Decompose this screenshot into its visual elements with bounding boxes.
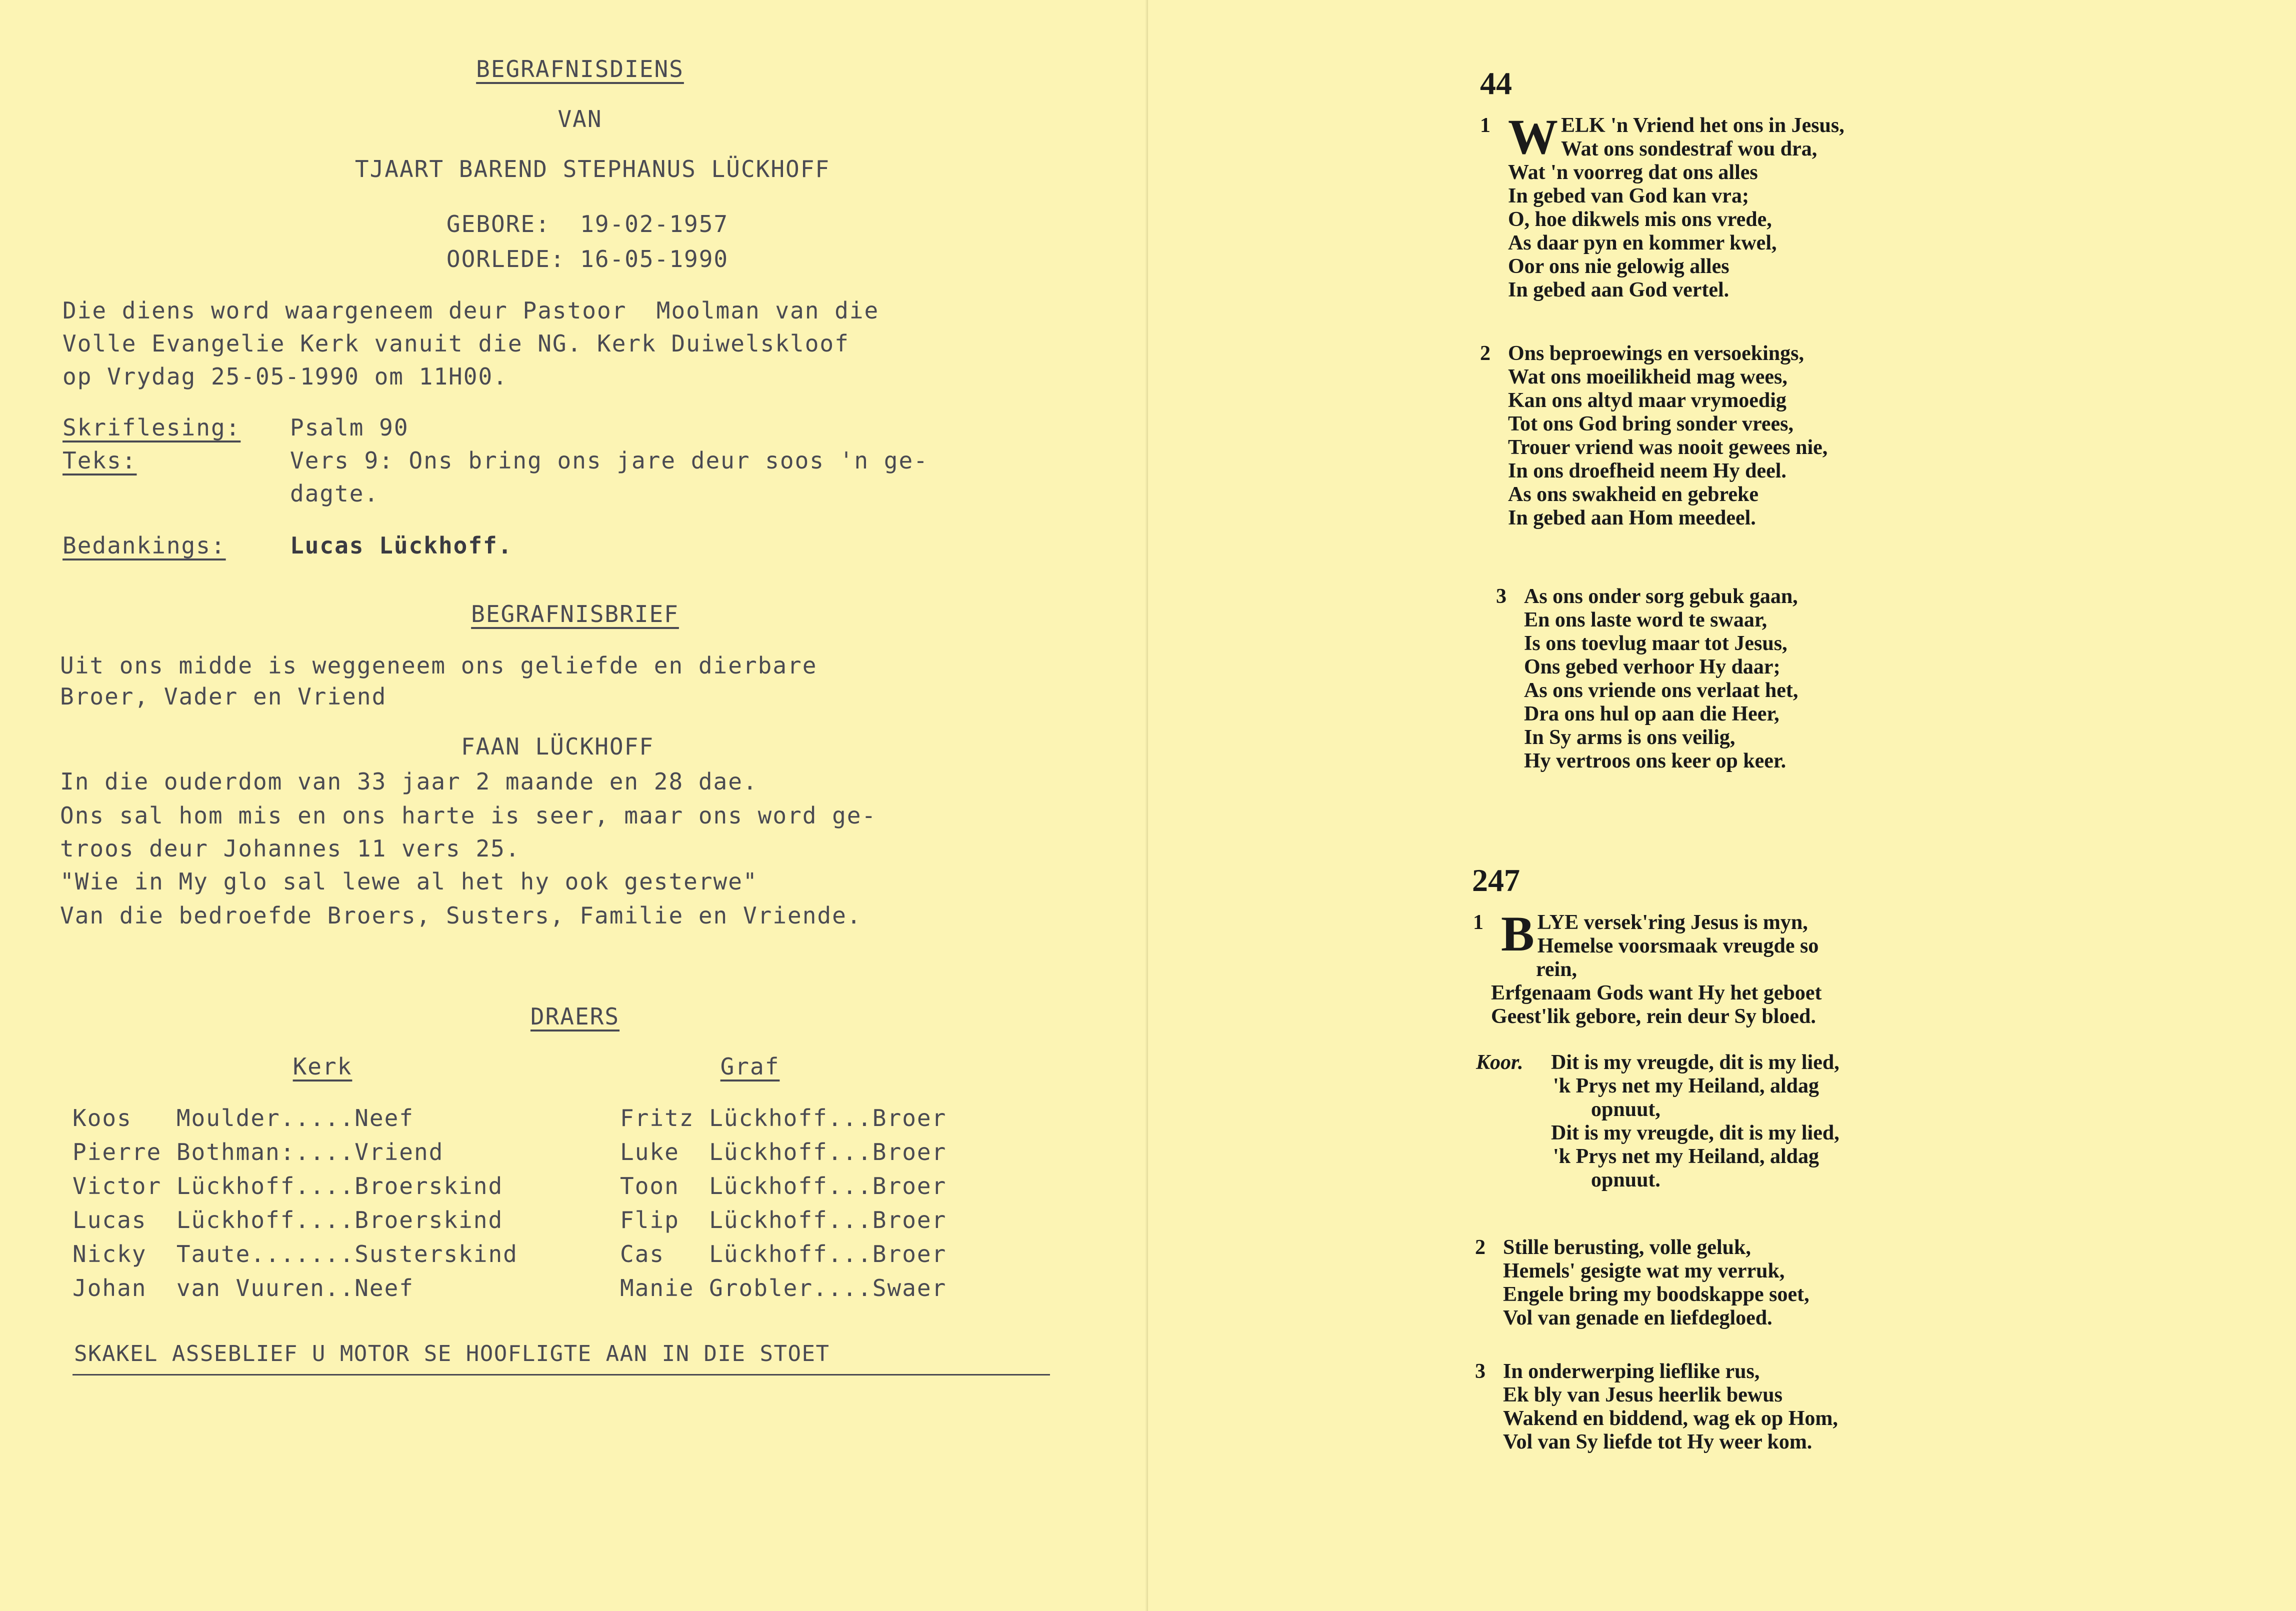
list-item: Nicky Taute.......Susterskind: [72, 1240, 518, 1268]
van-label: VAN: [558, 106, 602, 132]
verse-line: Tot ons God bring sonder vrees,: [1508, 412, 1794, 436]
headlights-notice: SKAKEL ASSEBLIEF U MOTOR SE HOOFLIGTE AAN IN DIE STOET: [74, 1341, 830, 1366]
hymn-247-verse-3: [1475, 1360, 1855, 1454]
verse-line: En ons laste word te swaar,: [1524, 608, 1768, 632]
deceased-name: TJAART BAREND STEPHANUS LÜCKHOFF: [354, 156, 830, 182]
verse-line: In onderwerping lieflike rus,: [1503, 1360, 1760, 1383]
graf-bearers-list: [620, 1101, 946, 1305]
bearers-title: DRAERS: [530, 1003, 620, 1030]
verse-line: As daar pyn en kommer kwel,: [1508, 232, 1777, 254]
verse-line: Ek bly van Jesus heerlik bewus: [1503, 1384, 1782, 1406]
letter-name: FAAN LÜCKHOFF: [460, 733, 654, 760]
hymn-247-verse-1: [1473, 906, 1853, 1028]
verse-line: rein,: [1536, 958, 1578, 981]
letter-title: BEGRAFNISBRIEF: [471, 600, 679, 628]
verse-number: 1: [1480, 114, 1490, 137]
list-item: Cas Lückhoff...Broer: [620, 1240, 947, 1268]
list-item: Lucas Lückhoff....Broerskind: [72, 1206, 504, 1234]
verse-line: Ons gebed verhoor Hy daar;: [1524, 656, 1780, 678]
service-line: Die diens word waargeneem deur Pastoor Moolman van die: [62, 297, 880, 324]
verse-line: Trouer vriend was nooit gewees nie,: [1508, 436, 1828, 459]
thanks-label: Bedankings:: [62, 532, 226, 559]
reading-value: Psalm 90: [290, 414, 409, 441]
footer-rule: [72, 1374, 1050, 1376]
verse-line: Oor ons nie gelowig alles: [1508, 255, 1730, 278]
verse-line: 'k Prys net my Heiland, aldag: [1553, 1074, 1820, 1098]
list-item: Pierre Bothman:....Vriend: [72, 1138, 444, 1166]
hymn-247-chorus: [1476, 1051, 1856, 1192]
death-date: OORLEDE: 16-05-1990: [446, 246, 729, 272]
verse-line: Erfgenaam Gods want Hy het geboet: [1491, 982, 1822, 1004]
letter-line: "Wie in My glo sal lewe al het hy ook gesterwe": [60, 868, 758, 895]
verse-line: Ons beproewings en versoekings,: [1508, 342, 1804, 365]
birth-date: GEBORE: 19-02-1957: [446, 210, 729, 238]
verse-line: Stille berusting, volle geluk,: [1503, 1236, 1751, 1259]
kerk-bearers-list: [72, 1101, 518, 1305]
letter-line: Broer, Vader en Vriend: [60, 683, 387, 710]
graf-heading: Graf: [720, 1053, 780, 1080]
hymn-44-verse-2: [1480, 342, 1830, 530]
verse-line: In Sy arms is ons veilig,: [1524, 726, 1736, 749]
verse-line: In gebed aan Hom meedeel.: [1508, 506, 1756, 530]
hymn-number: 247: [1472, 862, 1520, 898]
list-item: Fritz Lückhoff...Broer: [620, 1104, 947, 1132]
letter-line: In die ouderdom van 33 jaar 2 maande en 28 dae.: [60, 768, 758, 795]
verse-line: ELK 'n Vriend het ons in Jesus,: [1561, 114, 1844, 137]
verse-line: Hemelse voorsmaak vreugde so: [1537, 934, 1819, 958]
verse-line: Wat ons moeilikheid mag wees,: [1508, 366, 1788, 388]
verse-line: Wat ons sondestraf wou dra,: [1561, 138, 1818, 160]
list-item: Toon Lückhoff...Broer: [620, 1172, 947, 1200]
verse-line: Wakend en biddend, wag ek op Hom,: [1503, 1407, 1838, 1430]
verse-line: As ons vriende ons verlaat het,: [1524, 679, 1798, 702]
hymn-44-verse-1: [1480, 109, 1844, 302]
verse-line: Hemels' gesigte wat my verruk,: [1503, 1260, 1785, 1282]
text-value-cont: dagte.: [290, 480, 380, 507]
hymn-number: 44: [1480, 66, 1512, 101]
text-label: Teks:: [62, 447, 137, 474]
verse-line: opnuut,: [1591, 1098, 1660, 1121]
list-item: Johan van Vuuren..Neef: [72, 1274, 414, 1302]
verse-line: Wat 'n voorreg dat ons alles: [1508, 161, 1758, 184]
service-title: BEGRAFNISDIENS: [476, 56, 684, 82]
verse-line: In gebed van God kan vra;: [1508, 184, 1749, 208]
verse-line: Geest'lik gebore, rein deur Sy bloed.: [1491, 1005, 1816, 1028]
letter-line: Ons sal hom mis en ons harte is seer, maar ons word ge-: [60, 802, 877, 829]
reading-label: Skriflesing:: [62, 414, 241, 441]
list-item: Victor Lückhoff....Broerskind: [72, 1172, 504, 1200]
hymn-44-verse-3: [1496, 585, 1846, 773]
verse-line: Dit is my vreugde, dit is my lied,: [1551, 1122, 1840, 1144]
verse-number: 2: [1475, 1236, 1486, 1259]
list-item: Koos Moulder.....Neef: [72, 1104, 414, 1132]
verse-line: Vol van genade en liefdegloed.: [1503, 1306, 1772, 1330]
service-line: op Vrydag 25-05-1990 om 11H00.: [62, 363, 508, 390]
verse-line: Kan ons altyd maar vrymoedig: [1508, 389, 1786, 412]
list-item: Manie Grobler....Swaer: [620, 1274, 947, 1302]
drop-cap: B: [1501, 906, 1534, 962]
verse-line: Dra ons hul op aan die Heer,: [1524, 702, 1780, 726]
right-page: [1148, 0, 2296, 1611]
verse-number: 2: [1480, 342, 1490, 365]
drop-cap: W: [1508, 109, 1558, 164]
service-line: Volle Evangelie Kerk vanuit die NG. Kerk Duiwelskloof: [62, 330, 850, 357]
letter-line: troos deur Johannes 11 vers 25.: [60, 835, 520, 862]
letter-line: Uit ons midde is weggeneem ons geliefde en dierbare: [60, 652, 818, 679]
verse-line: Engele bring my boodskappe soet,: [1503, 1283, 1810, 1306]
verse-number: 3: [1475, 1360, 1486, 1383]
verse-number: 3: [1496, 585, 1506, 608]
verse-line: LYE versek'ring Jesus is myn,: [1537, 911, 1808, 934]
hymn-247-verse-2: [1475, 1236, 1855, 1330]
verse-line: Hy vertroos ons keer op keer.: [1524, 750, 1786, 772]
list-item: Flip Lückhoff...Broer: [620, 1206, 947, 1234]
verse-line: In ons droefheid neem Hy deel.: [1508, 460, 1786, 482]
verse-number: 1: [1473, 911, 1484, 934]
verse-line: In gebed aan God vertel.: [1508, 278, 1730, 302]
verse-line: As ons onder sorg gebuk gaan,: [1524, 585, 1798, 608]
kerk-heading: Kerk: [292, 1053, 352, 1080]
verse-line: As ons swakheid en gebreke: [1508, 483, 1758, 506]
verse-line: Dit is my vreugde, dit is my lied,: [1551, 1051, 1840, 1074]
chorus-label: Koor.: [1476, 1051, 1524, 1074]
verse-line: opnuut.: [1591, 1168, 1660, 1192]
list-item: Luke Lückhoff...Broer: [620, 1138, 947, 1166]
text-value: Vers 9: Ons bring ons jare deur soos 'n ge-: [290, 447, 928, 474]
verse-line: 'k Prys net my Heiland, aldag: [1553, 1145, 1820, 1168]
verse-line: Is ons toevlug maar tot Jesus,: [1524, 632, 1788, 655]
thanks-value: Lucas Lückhoff.: [290, 532, 513, 559]
verse-line: O, hoe dikwels mis ons vrede,: [1508, 208, 1772, 231]
verse-line: Vol van Sy liefde tot Hy weer kom.: [1503, 1430, 1812, 1454]
letter-line: Van die bedroefde Broers, Susters, Familie en Vriende.: [60, 902, 862, 929]
